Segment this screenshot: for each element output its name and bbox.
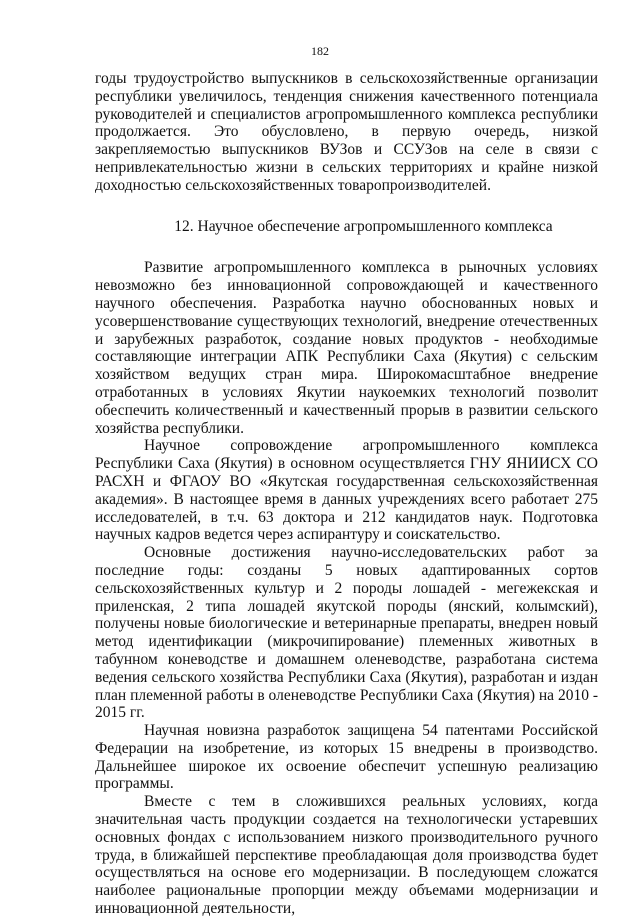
paragraph: Вместе с тем в сложившихся реальных условиях, когда значительная часть продукции создается на технологически устаревших основных фондах с использованием низкого производительного ручного труда, в ближайшей перспективе преобладающая доля производства будет осуществляться на основе его модернизации. В последующем сложатся наиболее рациональные пропорции между объемами модернизации и инновационной деятельности, bbox=[95, 793, 598, 918]
paragraph-continuation: годы трудоустройство выпускников в сельскохозяйственные организации республики увеличилось, тенденция снижения качественного потенциала руководителей и специалистов агропромышленного комплекса республики продолжается. Это обусловлено, в первую очередь, низкой закрепляемостью выпускников ВУЗов и ССУЗов на селе в связи с непривлекательностью жизни в сельских территориях и крайне низкой доходностью сельскохозяйственных товаропроизводителей. bbox=[95, 70, 598, 194]
paragraph: Развитие агропромышленного комплекса в рыночных условиях невозможно без инновационной сопровождающей и качественного научного обеспечения. Разработка научно обоснованных новых и усовершенствование существующих технологий, внедрение отечественных и зарубежных разработок, создание новых продуктов - необходимые составляющие интеграции АПК Республики Саха (Якутия) с сельским хозяйством ведущих стран мира. Широкомасштабное внедрение отработанных в условиях Якутии наукоемких технологий позволит обеспечить количественный и качественный прорыв в развитии сельского хозяйства республики. bbox=[95, 259, 598, 437]
section-heading: 12. Научное обеспечение агропромышленного комплекса bbox=[174, 217, 553, 235]
paragraph: Научное сопровождение агропромышленного комплекса Республики Саха (Якутия) в основном осуществляется ГНУ ЯНИИСХ СО РАСХН и ФГАОУ ВО «Якутская государственная сельскохозяйственная академия». В настоящее время в данных учреждениях всего работает 275 исследователей, в т.ч. 63 доктора и 212 кандидатов наук. Подготовка научных кадров ведется через аспирантуру и соискательство. bbox=[95, 437, 598, 544]
paragraph: Основные достижения научно-исследовательских работ за последние годы: созданы 5 новых адаптированных сортов сельскохозяйственных культур и 2 породы лошадей - мегежекская и приленская, 2 типа лошадей якутской породы (янский, колымский), получены новые биологические и ветеринарные препараты, внедрен новый метод идентификации (микрочипирование) племенных животных в табунном коневодстве и домашнем оленеводстве, разработана система ведения сельского хозяйства Республики Саха (Якутия), разработан и издан план племенной работы в оленеводстве Республики Саха (Якутия) на 2010 - 2015 гг. bbox=[95, 544, 598, 722]
paragraph: Научная новизна разработок защищена 54 патентами Российской Федерации на изобретение, из которых 15 внедрены в производство. Дальнейшее широкое их освоение обеспечит успешную реализацию программы. bbox=[95, 722, 598, 793]
document-body bbox=[95, 70, 598, 918]
page-number: 182 bbox=[311, 44, 329, 58]
